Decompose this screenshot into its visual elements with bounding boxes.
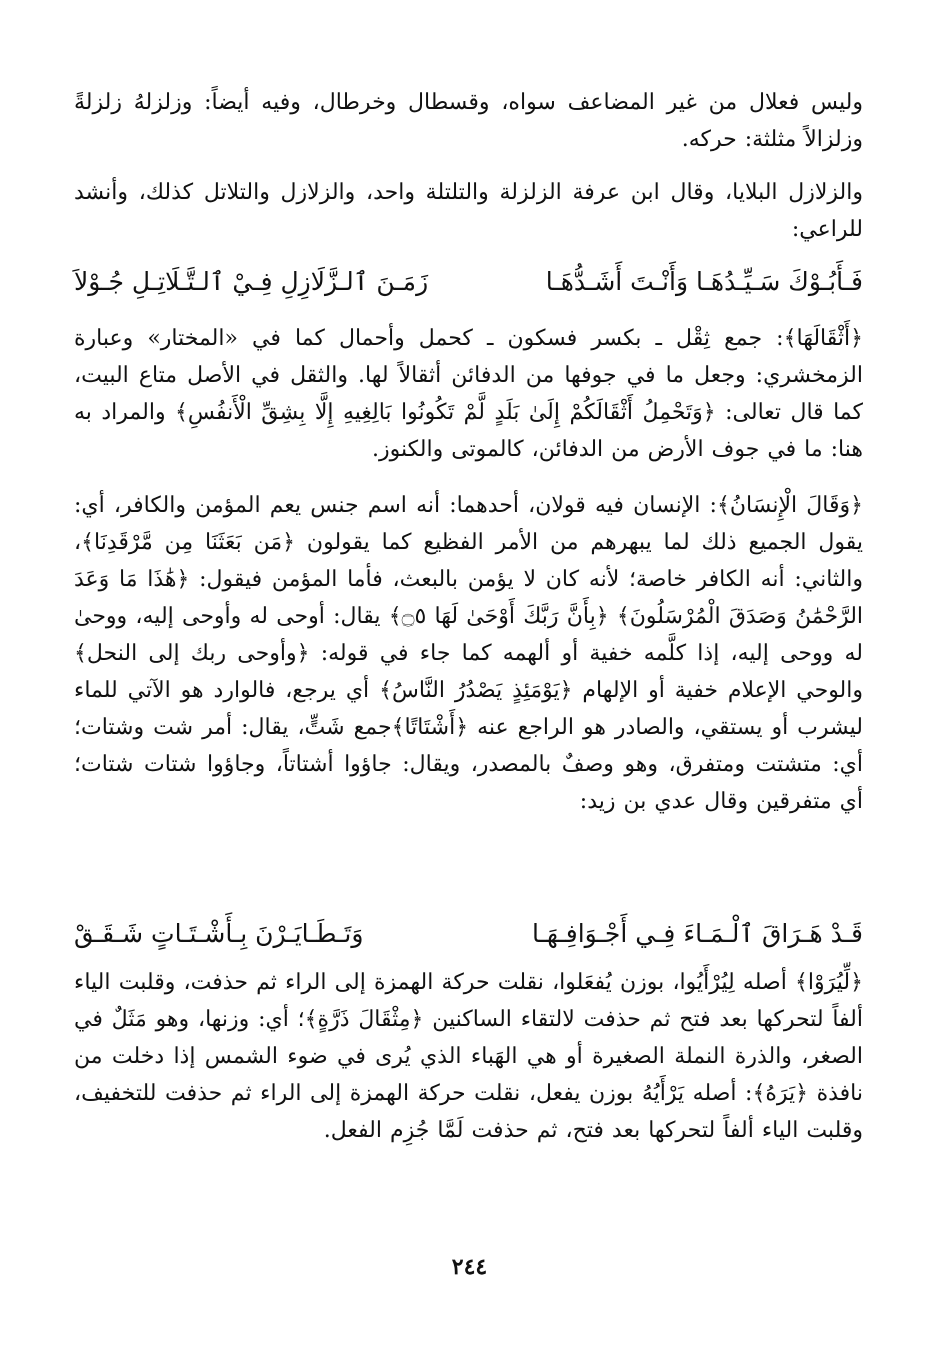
poetry-verse-rai [74,262,863,302]
paragraph-athqalaha: ﴿أَثْقَالَهَا﴾: جمع ثِقْل ـ بكسر فسكون ـ كحمل وأحمال كما في «المختار» وعبارة الزمخشري: وجعل ما في جوفها من الدفائن أثقالاً لها. والثقل في الأصل متاع البيت، كما قال تعالى: ﴿وَتَحْمِلُ أَثْقَالَكُمْ إِلَىٰ بَلَدٍ لَّمْ تَكُونُوا بَالِغِيهِ إِلَّا بِشِقِّ الْأَنفُسِ﴾ والمراد به هنا: ما في جوف الأرض من الدفائن، كالموتى والكنوز. [74,326,863,462]
verse-second-hemistich: زَمَـنَ ٱلـزَّلَازِلِ فِـيْ ٱلـتَّـلَاتِـلِ جُـوْلاَ [74,267,429,296]
paragraph-zalazil-meaning: والزلازل البلايا، وقال ابن عرفة الزلزلة والتلتلة واحد، والزلازل والتلاتل كذلك، وأنشد للراعي: [74,180,863,242]
paragraph-zalzala-forms: وليس فعلال من غير المضاعف سواه، وقسطال وخرطال، وفيه أيضاً: وزلزلهُ زلزلةً وزلزالاً مثلثة: حركه. [74,90,863,152]
verse-first-hemistich: فَـأَبُـوْكَ سَـيِّـدُهَـا وَأَنْـتَ أَشَـدُّهَـا [545,267,863,296]
paragraph-liyuraw: ﴿لِّيُرَوْا﴾ أصله لِيُرْأَيُوا، بوزن يُفعَلوا، نقلت حركة الهمزة إلى الراء ثم حذفت، وقلبت الياء ألفاً لتحركها بعد فتح ثم حذفت لالتقاء الساكنين ﴿مِثْقَالَ ذَرَّةٍ﴾؛ أي: وزنها، وهو مَثَلٌ في الصغر، والذرة النملة الصغيرة أو هي الهَباء الذي يُرى في ضوء الشمس إذا دخلت من نافذة ﴿يَرَهُ﴾: أصله يَرْأَيُهُ بوزن يفعل، نقلت حركة الهمزة إلى الراء ثم حذفت للتخفيف، وقلبت الياء ألفاً لتحركها بعد فتح، ثم حذفت لَمَّا جُزِم الفعل. [74,970,863,1143]
verse-first-hemistich: قَـدْ هَـرَاقَ ٱلْـمَـاءَ فِـي أَجْـوَافِـهَـا [531,919,863,948]
verse-second-hemistich: وَتَـطَـايَـرْنَ بِـأَشْـتَـاتٍ شَـقَـقْ [74,919,364,948]
paragraph-al-insan: ﴿وَقَالَ الْإِنسَانُ﴾: الإنسان فيه قولان، أحدهما: أنه اسم جنس يعم المؤمن والكافر، أي: يقول الجميع ذلك لما يبهرهم من الأمر الفظيع كما يقولون ﴿مَن بَعَثَنَا مِن مَّرْقَدِنَا﴾، والثاني: أنه الكافر خاصة؛ لأنه كان لا يؤمن بالبعث، فأما المؤمن فيقول: ﴿هَٰذَا مَا وَعَدَ الرَّحْمَٰنُ وَصَدَقَ الْمُرْسَلُونَ﴾ ﴿بِأَنَّ رَبَّكَ أَوْحَىٰ لَهَا ۝٥﴾ يقال: أوحى له وأوحى إليه، ووحىٰ له ووحى إليه، إذا كلَّمه خفية أو ألهمه كما جاء في قوله: ﴿وأوحى ربك إلى النحل﴾ والوحي الإعلام خفية أو الإلهام ﴿يَوْمَئِذٍ يَصْدُرُ النَّاسُ﴾ أي يرجع، فالوارد هو الآتي للماء ليشرب أو يستقي، والصادر هو الراجع عنه ﴿أَشْتَاتًا﴾جمع شَتٍّ، يقال: أمر شت وشتات؛ أي: متشتت ومتفرق، وهو وصفٌ بالمصدر، ويقال: جاؤوا أشتاتاً، وجاؤوا شتات شتات؛ أي متفرقين وقال عدي بن زيد: [74,493,864,814]
page-number: ٢٤٤ [451,1254,488,1280]
poetry-verse-adi-ibn-zayd [74,914,863,954]
